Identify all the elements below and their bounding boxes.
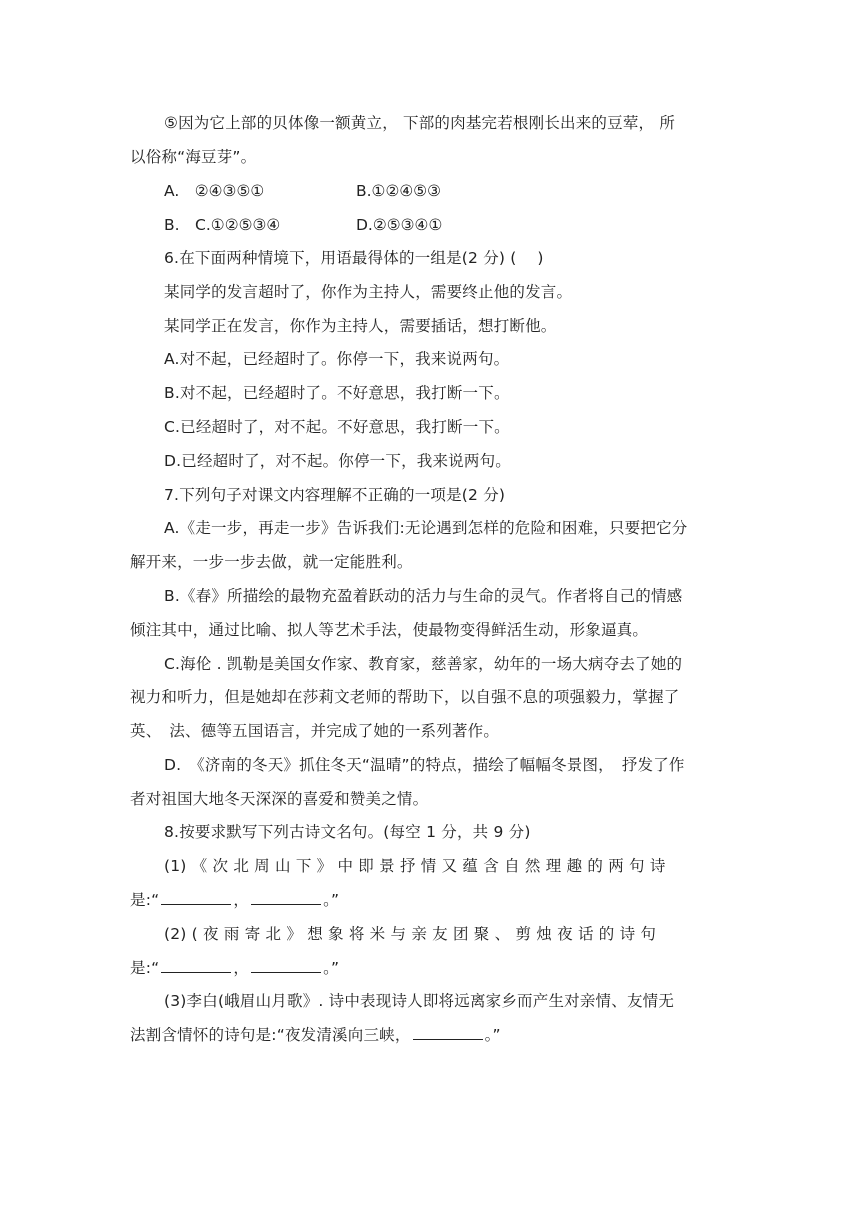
q6-context-2: 某同学正在发言，你作为主持人，需要插话，想打断他。 xyxy=(164,317,557,335)
q8-1-blank-1[interactable] xyxy=(161,890,231,905)
q8-2-line1: (2) ( 夜 雨 寄 北 》 想 象 将 米 与 亲 友 团 聚 、 剪 烛 夜 话 的 诗 句 xyxy=(164,925,657,943)
q8-1-blank-2[interactable] xyxy=(251,890,321,905)
q7-option-a-line1: A.《走一步，再走一步》告诉我们:无论遇到怎样的危险和困难，只要把它分 xyxy=(164,519,688,537)
q6-option-a: A.对不起，已经超时了。你停一下，我来说两句。 xyxy=(164,350,510,368)
q8-1-prefix: 是:“ xyxy=(130,891,160,909)
q6-context-1: 某同学的发言超时了，你作为主持人，需要终止他的发言。 xyxy=(164,283,573,301)
q5-option-a: A. ②④③⑤① xyxy=(164,182,265,200)
q8-1-suffix: 。” xyxy=(323,891,340,909)
q7-option-a-line2: 解开来，一步一步去做，就一定能胜利。 xyxy=(130,553,413,571)
q5-item5-line2: 以俗称“海豆芽”。 xyxy=(130,148,257,166)
q6-option-b: B.对不起，已经超时了。不好意思，我打断一下。 xyxy=(164,384,510,402)
q7-option-c-line3: 英、 法、德等五国语言，并完成了她的一系列著作。 xyxy=(130,722,500,740)
q8-3-suffix: 。” xyxy=(484,1026,501,1044)
q8-1-separator: ， xyxy=(233,891,250,909)
q7-option-d-line1: D. 《济南的冬天》抓住冬天“温晴”的特点，描绘了幅幅冬景图， 抒发了作 xyxy=(164,756,685,774)
q8-2-separator: ， xyxy=(233,959,250,977)
q6-option-d: D.已经超时了，对不起。你停一下，我来说两句。 xyxy=(164,452,511,470)
q7-option-b-line2: 倾注其中，通过比喻、拟人等艺术手法，使最物变得鲜活生动，形象逼真。 xyxy=(130,621,649,639)
q8-3-prefix: 法割含情怀的诗句是:“夜发清溪向三峡， xyxy=(130,1026,411,1044)
q8-1-line2 xyxy=(130,890,339,910)
q7-option-d-line2: 者对祖国大地冬天深深的喜爱和赞美之情。 xyxy=(130,790,429,808)
q8-1-line1: (1) 《 次 北 周 山 下 》 中 即 景 抒 情 又 蕴 含 自 然 理 趣 的 两 句 诗 xyxy=(164,857,666,875)
q8-2-line2 xyxy=(130,958,339,978)
q7-option-c-line1: C.海伦 . 凯勒是美国女作家、教育家，慈善家，幼年的一场大病夺去了她的 xyxy=(164,655,683,673)
q6-option-c: C.已经超时了，对不起。不好意思，我打断一下。 xyxy=(164,418,510,436)
q5-option-d: D.②⑤③④① xyxy=(356,216,443,234)
q8-stem: 8.按要求默写下列古诗文名句。(每空 1 分，共 9 分) xyxy=(164,823,531,841)
q5-option-c: B. C.①②⑤③④ xyxy=(164,216,281,234)
q8-3-line1: (3)李白(峨眉山月歌》. 诗中表现诗人即将远离家乡而产生对亲情、友情无 xyxy=(164,992,675,1010)
q7-stem: 7.下列句子对课文内容理解不正确的一项是(2 分) xyxy=(164,486,506,504)
q8-2-suffix: 。” xyxy=(323,959,340,977)
q8-2-blank-2[interactable] xyxy=(251,958,321,973)
q7-option-c-line2: 视力和听力，但是她却在莎莉文老师的帮助下，以自强不息的项强毅力，掌握了 xyxy=(130,688,680,706)
q8-2-prefix: 是:“ xyxy=(130,959,160,977)
q8-3-line2 xyxy=(130,1025,501,1045)
q5-option-b: B.①②④⑤③ xyxy=(356,182,442,200)
q6-stem: 6.在下面两种情境下，用语最得体的一组是(2 分) ( ) xyxy=(164,249,544,267)
q8-2-blank-1[interactable] xyxy=(161,958,231,973)
q5-item5-line1: ⑤因为它上部的贝体像一额黄立， 下部的肉基完若根刚长出来的豆荤， 所 xyxy=(164,114,676,132)
q7-option-b-line1: B.《春》所描绘的最物充盈着跃动的活力与生命的灵气。作者将自己的情感 xyxy=(164,587,683,605)
q8-3-blank-1[interactable] xyxy=(413,1025,483,1040)
